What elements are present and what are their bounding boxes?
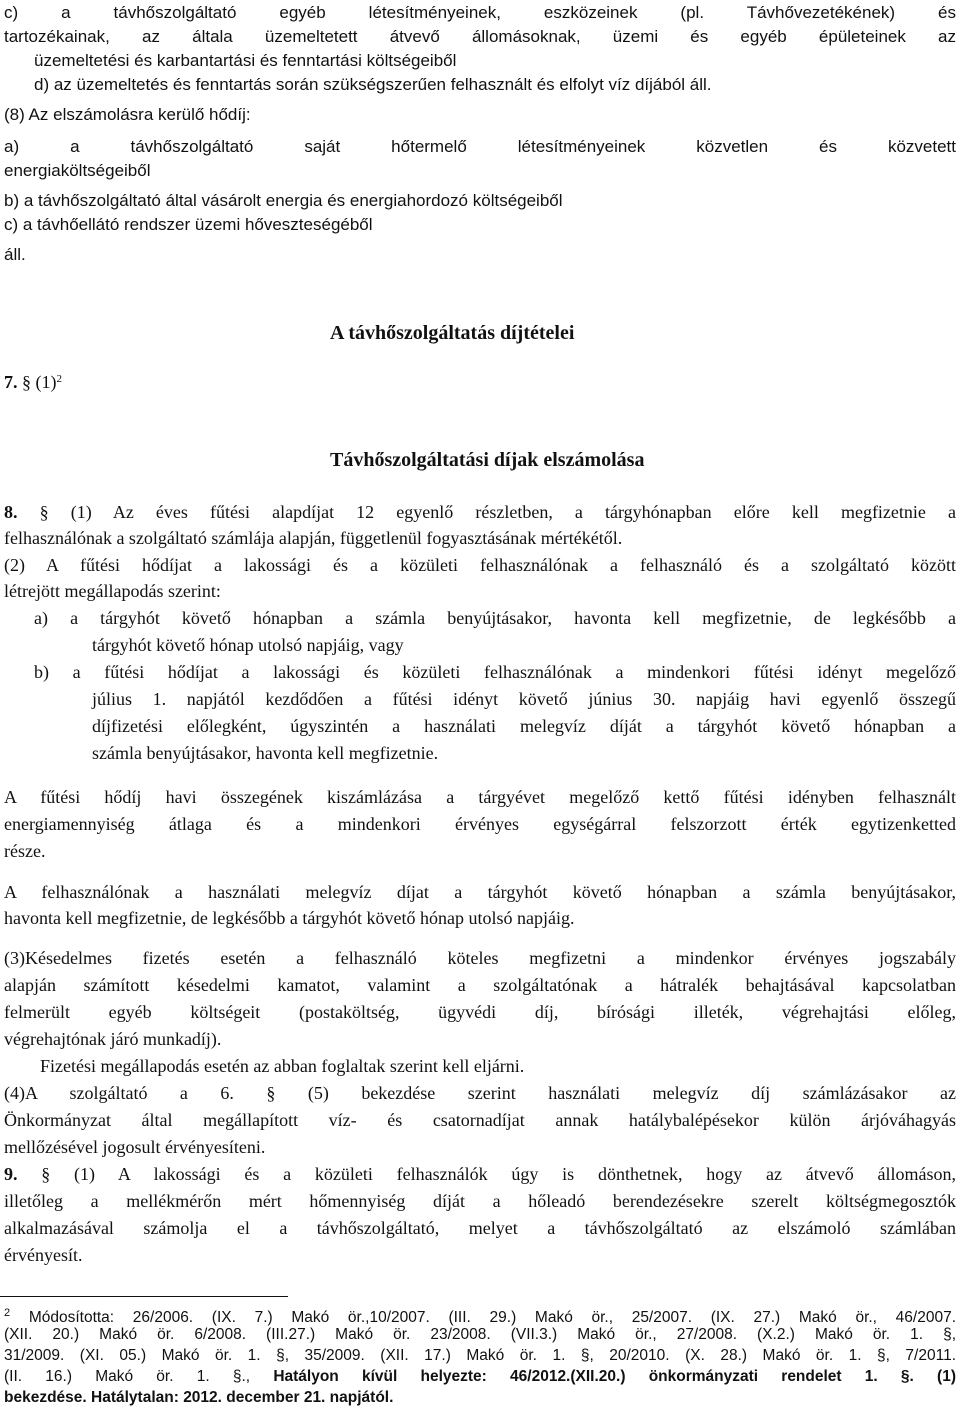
text-span: § (1) Az éves fűtési alapdíjat 12 egyenlő részletben, a tárgyhónapban előre kell megfizetnie a bbox=[39, 502, 956, 522]
text-line: a) a tárgyhót követő hónapban a számla benyújtásakor, havonta kell megfizetnie, de legkésőbb a bbox=[34, 608, 956, 628]
text-span-bold: Hatályon kívül helyezte: 46/2012.(XII.20.) önkormányzati rendelet 1. §. (1) bbox=[273, 1368, 956, 1385]
section-number: 7. bbox=[4, 372, 18, 392]
text-line: tárgyhót követő hónap utolsó napjáig, vagy bbox=[92, 635, 404, 655]
text-line: alapján számított késedelmi kamatot, valamint a szolgáltatónak a hátralék behajtásával kapcsolatban bbox=[4, 975, 956, 995]
text-line: A felhasználónak a használati melegvíz díjat a tárgyhót követő hónapban a számla benyújtásakor, bbox=[4, 882, 956, 902]
text-line: (4)A szolgáltató a 6. § (5) bekezdése szerint használati melegvíz díj számlázásakor az bbox=[4, 1083, 956, 1103]
text-line: tartozékainak, az általa üzemeltetett átvevő állomásoknak, üzemi és egyéb épületeinek az bbox=[4, 27, 956, 46]
text-line: része. bbox=[4, 841, 46, 861]
text-line: (3)Késedelmes fizetés esetén a felhasználó köteles megfizetni a mindenkor érvényes jogszabály bbox=[4, 948, 956, 968]
text-line: illetőleg a mellékmérőn mért hőmennyiség díját a hőleadó berendezésekre szerelt költségmegosztók bbox=[4, 1191, 956, 1211]
text-line: számla benyújtásakor, havonta kell megfizetnie. bbox=[92, 743, 439, 763]
footnote-reference: 2 bbox=[56, 373, 62, 385]
footnote-line: bekezdése. Hatálytalan: 2012. december 21. napjától. bbox=[4, 1389, 394, 1406]
section-number: 8. bbox=[4, 502, 18, 522]
text-line: a) a távhőszolgáltató saját hőtermelő létesítményeinek közvetlen és közvetett bbox=[4, 137, 956, 156]
footnote-line: 31/2009. (XI. 05.) Makó ör. 1. §, 35/2009. (XII. 17.) Makó ör. 1. §, 20/2010. (X. 28.) Makó ör. 1. §, 7/2011. bbox=[4, 1347, 956, 1364]
text-line: d) az üzemeltetés és fenntartás során szükségszerűen felhasznált és elfolyt víz díjából áll. bbox=[34, 75, 712, 94]
footnote-separator bbox=[0, 1296, 288, 1297]
text-line: áll. bbox=[4, 245, 26, 264]
paragraph-mark: § (1) bbox=[22, 372, 57, 392]
text-line: c) a távhőszolgáltató egyéb létesítményeinek, eszközeinek (pl. Távhővezetékének) és bbox=[4, 3, 956, 22]
text-line: havonta kell megfizetnie, de legkésőbb a tárgyhót követő hónap utolsó napjáig. bbox=[4, 908, 575, 928]
footnote-line bbox=[4, 1366, 956, 1387]
text-line: üzemeltetési és karbantartási és fenntartási költségeiből bbox=[34, 51, 457, 70]
section-7 bbox=[4, 371, 62, 393]
text-line: létrejött megállapodás szerint: bbox=[4, 581, 221, 601]
text-line: végrehajtónak járó munkadíj). bbox=[4, 1029, 222, 1049]
text-line: c) a távhőellátó rendszer üzemi hőveszteségéből bbox=[4, 215, 373, 234]
section-heading: Távhőszolgáltatási díjak elszámolása bbox=[330, 449, 645, 471]
footnote-number: 2 bbox=[4, 1307, 11, 1319]
text-line bbox=[4, 501, 956, 523]
text-line: felhasználónak a szolgáltató számlája alapján, függetlenül fogyasztásának mértékétől. bbox=[4, 528, 623, 548]
text-line: alkalmazásával számolja el a távhőszolgáltató, melyet a távhőszolgáltató az elszámoló számlában bbox=[4, 1218, 956, 1238]
footnote-line: (XII. 20.) Makó ör. 6/2008. (III.27.) Makó ör. 23/2008. (VII.3.) Makó ör., 27/2008. (X.2.) Makó ör. 1. §, bbox=[4, 1326, 956, 1343]
text-line: (2) A fűtési hődíjat a lakossági és a közületi felhasználónak a felhasználó és a szolgáltató között bbox=[4, 555, 956, 575]
text-span: § (1) A lakossági és a közületi felhasználók úgy is dönthetnek, hogy az átvevő állomáson, bbox=[41, 1164, 956, 1184]
text-line: b) a fűtési hődíjat a lakossági és közületi felhasználónak a mindenkori fűtési idényt megelőző bbox=[34, 662, 956, 682]
text-line: felmerült egyéb költségeit (postaköltség, ügyvédi díj, bírósági illeték, végrehajtási előleg, bbox=[4, 1002, 956, 1022]
text-span: Módosította: 26/2006. (IX. 7.) Makó ör.,10/2007. (III. 29.) Makó ör., 25/2007. (IX. 27.) Makó ör., 46/2007. bbox=[28, 1309, 956, 1326]
text-line: Fizetési megállapodás esetén az abban foglaltak szerint kell eljárni. bbox=[40, 1056, 525, 1076]
text-line: (8) Az elszámolásra kerülő hődíj: bbox=[4, 105, 251, 124]
text-line: energiaköltségeiből bbox=[4, 161, 151, 180]
section-heading: A távhőszolgáltatás díjtételei bbox=[330, 322, 575, 344]
text-line: b) a távhőszolgáltató által vásárolt energia és energiahordozó költségeiből bbox=[4, 191, 563, 210]
text-line bbox=[4, 1163, 956, 1185]
text-line: A fűtési hődíj havi összegének kiszámlázása a tárgyévet megelőző kettő fűtési idényben felhasznált bbox=[4, 787, 956, 807]
text-line: július 1. napjától kezdődően a fűtési idényt követő június 30. napjáig havi egyenlő összegű bbox=[92, 689, 956, 709]
text-line: Önkormányzat által megállapított víz- és csatornadíjat annak hatálybalépésekor külön árjóváhagyás bbox=[4, 1110, 956, 1130]
text-line: energiamennyiség átlaga és a mindenkori érvényes egységárral felszorzott érték egytizenketted bbox=[4, 814, 956, 834]
section-number: 9. bbox=[4, 1164, 18, 1184]
text-line: mellőzésével jogosult érvényesíteni. bbox=[4, 1137, 266, 1157]
text-line: érvényesít. bbox=[4, 1245, 83, 1265]
text-line: díjfizetési előlegként, úgyszintén a használati melegvíz díját a tárgyhót követő hónapban a bbox=[92, 716, 956, 736]
text-span: (II. 16.) Makó ör. 1. §., bbox=[4, 1368, 251, 1385]
